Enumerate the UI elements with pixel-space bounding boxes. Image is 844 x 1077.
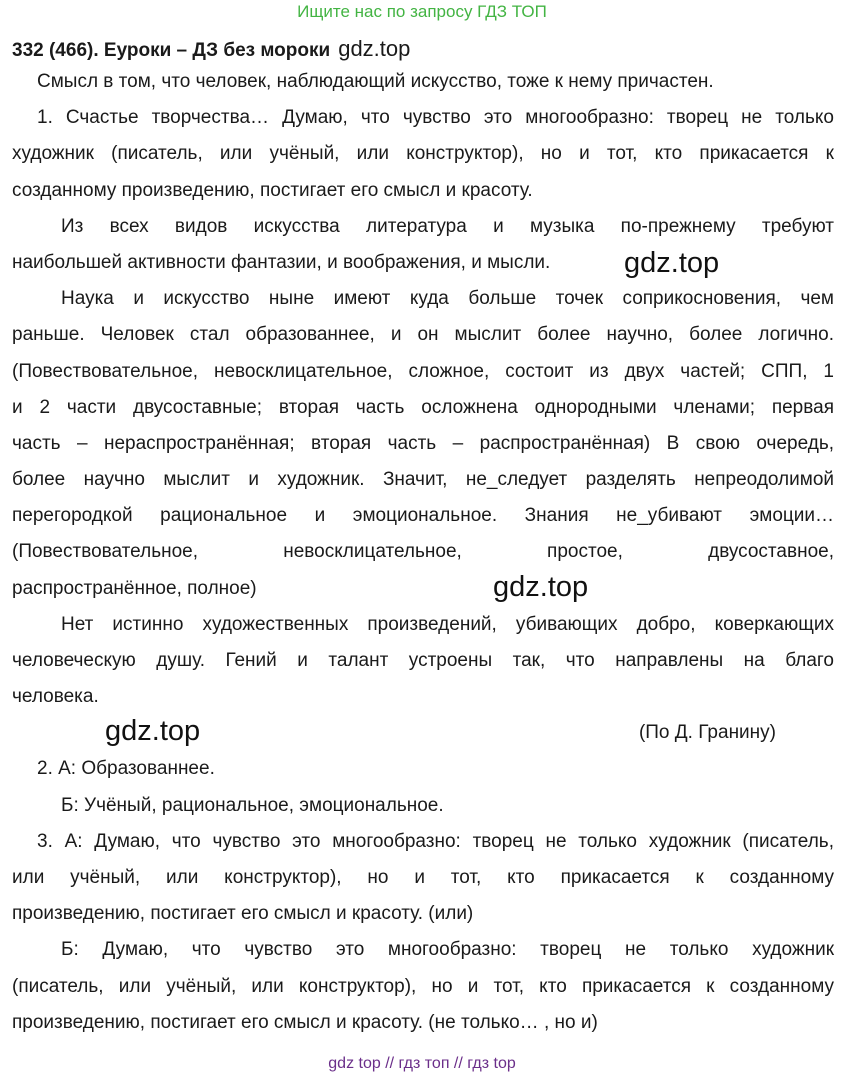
text-line: (Повествовательное, невосклицательное, сложное, состоит из двух частей; СПП, 1 bbox=[12, 360, 834, 382]
text-line: Смысл в том, что человек, наблюдающий искусство, тоже к нему причастен. bbox=[37, 71, 714, 92]
text-line: Б: Думаю, что чувство это многообразно: творец не только художник bbox=[61, 939, 834, 961]
text-line: Нет истинно художественных произведений, убивающих добро, коверкающих bbox=[61, 613, 834, 635]
text-line: произведению, постигает его смысл и красоту. (или) bbox=[12, 903, 474, 925]
text-line: художник (писатель, или учёный, или конструктор), но и тот, кто прикасается к bbox=[12, 143, 834, 165]
text-line: часть – нераспространённая; вторая часть – распространённая) В свою очередь, bbox=[12, 432, 834, 454]
watermark: gdz.top bbox=[105, 715, 201, 747]
footer-links[interactable]: gdz top // гдз топ // гдз top bbox=[328, 1055, 516, 1072]
text-line: 2. А: Образованнее. bbox=[37, 758, 215, 780]
text-line: наибольшей активности фантазии, и воображения, и мысли. bbox=[12, 251, 551, 273]
watermark: gdz.top bbox=[624, 247, 720, 279]
text-line: человека. bbox=[12, 686, 99, 708]
text-line: 3. А: Думаю, что чувство это многообразно: творец не только художник (писатель, bbox=[37, 830, 834, 852]
text-line: (Повествовательное, невосклицательное, простое, двусоставное, bbox=[12, 541, 834, 563]
text-line: (писатель, или учёный, или конструктор), но и тот, кто прикасается к созданному bbox=[12, 975, 834, 997]
text-line: Из всех видов искусства литература и музыка по-прежнему требуют bbox=[61, 215, 834, 237]
page-title: 332 (466). Еуроки – ДЗ без мороки bbox=[12, 40, 331, 61]
text-line: 1. Счастье творчества… Думаю, что чувство это многообразно: творец не только bbox=[37, 107, 834, 129]
header bbox=[12, 34, 834, 64]
text-line: созданному произведению, постигает его смысл и красоту. bbox=[12, 179, 533, 201]
text-line: человеческую душу. Гений и талант устроены так, что направлены на благо bbox=[12, 650, 834, 671]
text-line: и 2 части двусоставные; вторая часть осложнена однородными членами; первая bbox=[12, 396, 834, 418]
text-line: произведению, постигает его смысл и красоту. (не только… , но и) bbox=[12, 1011, 598, 1033]
site-name: gdz.top bbox=[338, 36, 411, 61]
text-line: перегородкой рациональное и эмоциональное. Знания не_убивают эмоции… bbox=[12, 505, 834, 527]
text-line: Б: Учёный, рациональное, эмоциональное. bbox=[61, 794, 444, 816]
watermark: gdz.top bbox=[493, 571, 589, 603]
text-line: распространённое, полное) bbox=[12, 577, 257, 599]
text-line: или учёный, или конструктор), но и тот, кто прикасается к созданному bbox=[12, 866, 834, 888]
text-line: Наука и искусство ныне имеют куда больше точек соприкосновения, чем bbox=[61, 288, 834, 310]
source-attribution: (По Д. Гранину) bbox=[638, 722, 776, 744]
text-line: раньше. Человек стал образованнее, и он мыслит более научно, более логично. bbox=[12, 324, 834, 346]
top-banner[interactable]: Ищите нас по запросу ГДЗ ТОП bbox=[297, 2, 547, 21]
text-line: более научно мыслит и художник. Значит, не_следует разделять непреодолимой bbox=[12, 469, 834, 491]
document bbox=[12, 34, 834, 1041]
